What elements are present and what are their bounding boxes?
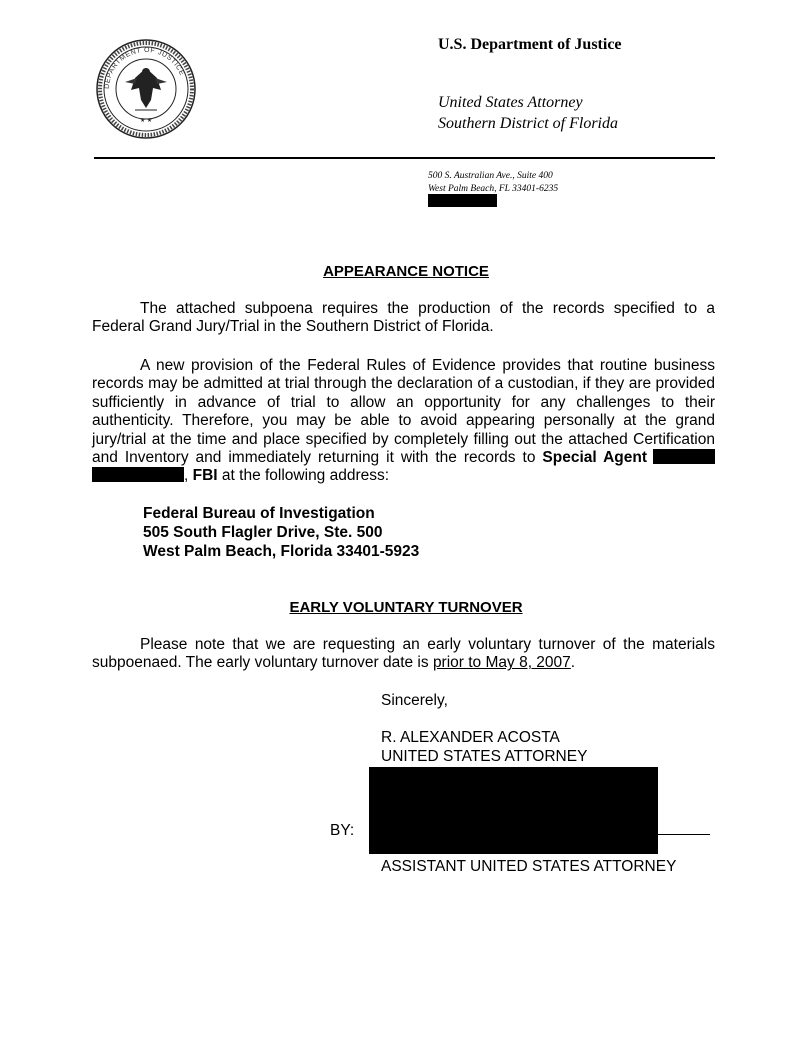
- paragraph-provision-end: at the following address:: [221, 467, 390, 485]
- paragraph-turnover: [92, 636, 715, 673]
- letterhead-rule: [94, 157, 715, 159]
- signer-title: ASSISTANT UNITED STATES ATTORNEY: [381, 858, 677, 875]
- paragraph-subpoena-text: The attached subpoena requires the production of the records specified to a Federal Grand Jury/Trial in the Southern District of Florida.: [92, 300, 715, 336]
- fbi-label: FBI: [192, 467, 218, 485]
- seal-text: DEPARTMENT OF JUSTICE: [103, 46, 186, 90]
- fbi-address-line-2: 505 South Flagler Drive, Ste. 500: [143, 524, 383, 541]
- signatory-block: [381, 728, 587, 766]
- appearance-notice-title: APPEARANCE NOTICE: [323, 263, 489, 280]
- paragraph-subpoena: [92, 300, 715, 337]
- paragraph-provision-text: A new provision of the Federal Rules of Evidence provides that routine business records may be admitted at trial through the declaration of a custodian, if they are provided sufficiently in advance of trial to allow an opportunity for any challenges to their authenticity. Therefore, you may be able to avoid appearing personally at the grand jury/trial at the time and place specified by completely filling out the attached Certification and Inventory and immediately returning it with the records to: [92, 357, 715, 467]
- signatory-name: R. ALEXANDER ACOSTA: [381, 729, 560, 746]
- department-name: U.S. Department of Justice: [438, 36, 622, 53]
- address-line-1: 500 S. Australian Ave., Suite 400: [428, 171, 553, 181]
- redaction-agent-name-1: [653, 449, 715, 464]
- office-line-1: United States Attorney: [438, 94, 583, 111]
- office-address: [428, 170, 558, 196]
- by-label: BY:: [330, 822, 355, 839]
- office-block: [438, 92, 618, 134]
- office-line-2: Southern District of Florida: [438, 115, 618, 132]
- redaction-agent-name-2: [92, 467, 184, 482]
- closing: Sincerely,: [381, 692, 448, 709]
- paragraph-provision: A new provision of the Federal Rules of Evidence provides that routine business records may be admitted at trial through the declaration of a custodian, if they are provided sufficiently in advance of trial to allow an opportunity for any challenges to their authenticity. Therefore, you may be able to avoid appearing personally at the grand jury/trial at the time and place specified by completely filling out the attached Certification and Inventory and immediately returning it with the records to Special Agent , FBI at the following address:: [92, 357, 715, 485]
- address-line-2: West Palm Beach, FL 33401-6235: [428, 184, 559, 194]
- svg-text:★ ★: ★ ★: [140, 118, 153, 124]
- fbi-address-line-1: Federal Bureau of Investigation: [143, 505, 375, 522]
- paragraph-turnover-end: .: [570, 654, 576, 672]
- fbi-address-line-3: West Palm Beach, Florida 33401-5923: [143, 543, 420, 560]
- signatory-title: UNITED STATES ATTORNEY: [381, 748, 588, 765]
- doj-seal: [95, 38, 197, 140]
- special-agent-label: Special Agent: [542, 449, 647, 467]
- redaction-signature: [369, 767, 658, 854]
- paragraph-turnover-text: Please note that we are requesting an early voluntary turnover of the materials subpoenaed. The early voluntary turnover date is: [92, 636, 715, 672]
- early-turnover-title: EARLY VOLUNTARY TURNOVER: [289, 599, 523, 616]
- redaction-phone: [428, 194, 497, 207]
- signature-line: [378, 834, 710, 835]
- fbi-address: [143, 504, 419, 561]
- turnover-date: prior to May 8, 2007: [432, 654, 571, 672]
